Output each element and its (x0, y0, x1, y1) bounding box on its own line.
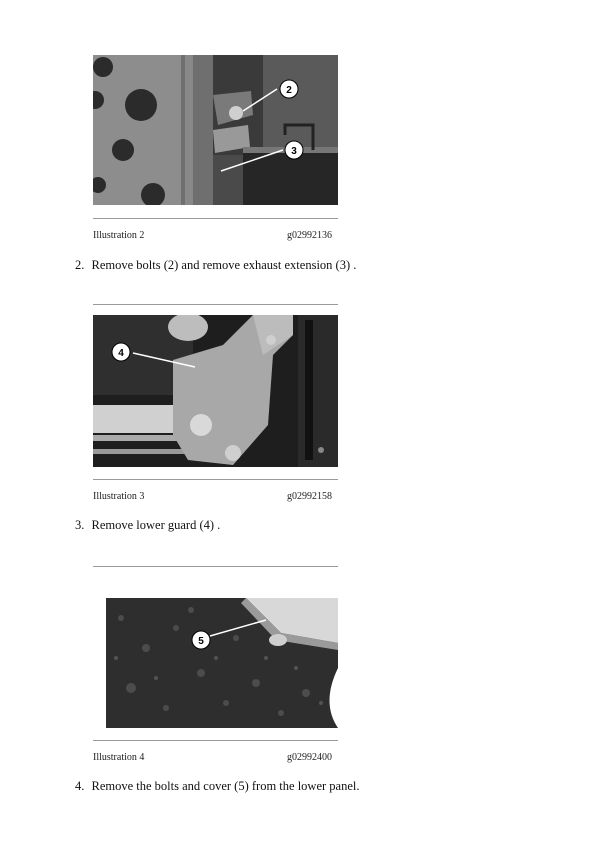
figure-2-id: g02992158 (287, 491, 332, 502)
figure-3-id: g02992400 (287, 752, 332, 763)
step-3 (75, 518, 220, 533)
step-4-text: Remove the bolts and cover (5) from the lower panel. (91, 779, 360, 793)
figure-3-rule (93, 740, 338, 741)
step-3-number: 3. (75, 518, 85, 532)
figure-3-top-rule (93, 566, 338, 567)
figure-2-top-rule (93, 304, 338, 305)
figure-2-rule (93, 479, 338, 480)
callout-4: 4 (118, 348, 124, 359)
callout-3: 3 (291, 146, 297, 157)
callout-2: 2 (286, 85, 292, 96)
illustration-2-photo (93, 55, 338, 205)
illustration-3-photo (93, 315, 338, 467)
figure-1-label: Illustration 2 (93, 230, 145, 241)
illustration-4-photo (106, 598, 338, 728)
callout-5: 5 (198, 636, 204, 647)
step-4-number: 4. (75, 779, 85, 793)
step-2-number: 2. (75, 258, 85, 272)
step-2-text: Remove bolts (2) and remove exhaust extension (3) . (91, 258, 357, 272)
step-4 (75, 779, 359, 794)
step-2 (75, 258, 356, 273)
figure-1-id: g02992136 (287, 230, 332, 241)
figure-3-label: Illustration 4 (93, 752, 145, 763)
figure-2-label: Illustration 3 (93, 491, 145, 502)
step-3-text: Remove lower guard (4) . (91, 518, 221, 532)
figure-1-rule (93, 218, 338, 219)
